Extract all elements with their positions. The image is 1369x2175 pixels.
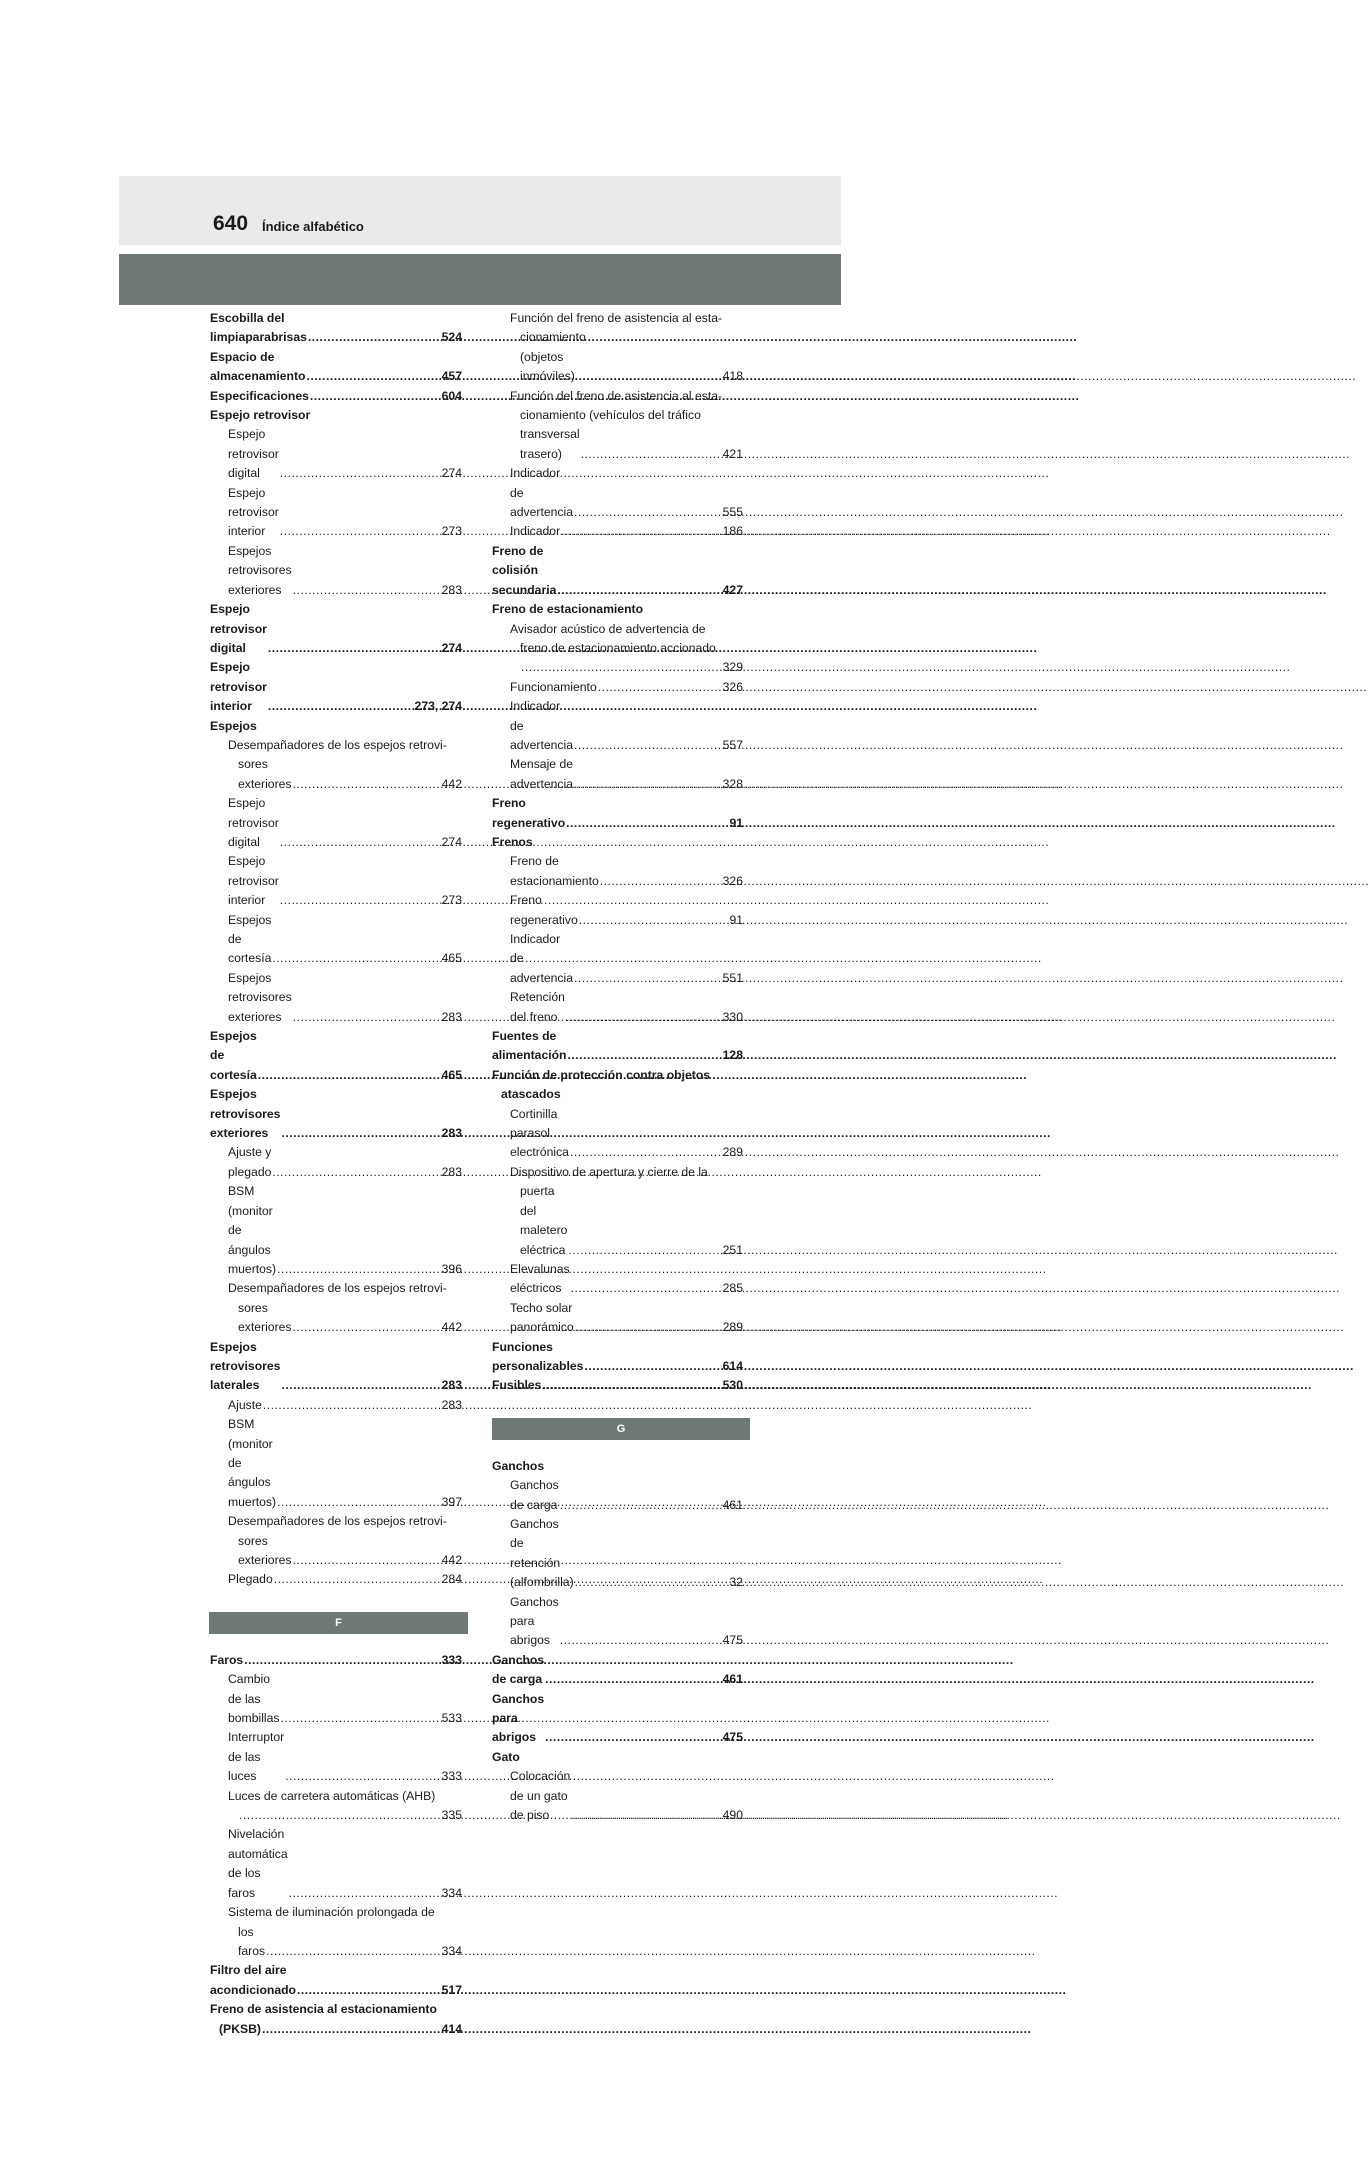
index-entry-page: 442	[441, 776, 462, 791]
dot-leader	[285, 1767, 440, 1786]
index-heading: Función del freno de asistencia al esta-	[510, 311, 723, 325]
index-entry	[492, 522, 743, 541]
index-entry	[210, 1143, 462, 1182]
dot-leader	[262, 2020, 441, 2039]
index-entry-page: 517	[441, 1982, 462, 1997]
index-entry-page: 274	[441, 834, 462, 849]
index-entry	[492, 988, 743, 1027]
index-entry-term: Espejos de cortesía	[228, 912, 272, 966]
index-entry	[210, 1415, 462, 1512]
index-entry	[210, 425, 462, 483]
index-entry-term: Cortinilla parasol electrónica	[510, 1106, 569, 1160]
dot-leader	[274, 1570, 441, 1589]
dot-leader	[570, 1143, 722, 1162]
index-entry-term: Funciones personalizables	[492, 1339, 584, 1373]
index-heading: Función de protección contra objetos	[492, 1067, 711, 1082]
index-entry-term: sores exteriores	[238, 1533, 292, 1567]
index-entry-page: 326	[722, 873, 743, 888]
index-heading: cionamiento (vehículos del tráfico	[520, 408, 701, 423]
index-entry-term: Freno regenerativo	[510, 893, 578, 927]
dot-leader	[574, 969, 722, 988]
index-entry	[210, 794, 462, 852]
index-heading: atascados	[501, 1087, 561, 1102]
index-entry-page: 524	[441, 330, 462, 345]
index-entry-page: 421	[722, 446, 743, 461]
index-entry-term: Fusibles	[492, 1378, 542, 1393]
index-entry-page: 604	[441, 388, 462, 403]
dot-leader	[281, 1376, 440, 1395]
dot-leader	[521, 658, 722, 677]
index-entry	[210, 911, 462, 969]
dot-leader	[574, 775, 722, 794]
index-entry-page: 333	[441, 1652, 462, 1667]
index-entry	[210, 1338, 462, 1396]
index-entry	[492, 1260, 743, 1299]
index-entry	[210, 1299, 462, 1338]
index-heading: Desempañadores de los espejos retrovi-	[228, 737, 447, 752]
index-entry	[210, 1532, 462, 1571]
index-entry-page: 283	[441, 1164, 462, 1179]
index-entry-page: 91	[729, 815, 743, 830]
dot-leader	[566, 814, 728, 833]
index-entry-term: Cambio de las bombillas	[228, 1672, 280, 1726]
page-title: Índice alfabético	[262, 219, 364, 234]
dot-leader	[268, 639, 441, 658]
index-entry	[210, 387, 462, 406]
index-heading: Dispositivo de apertura y cierre de la	[510, 1164, 708, 1179]
dot-leader	[293, 1008, 441, 1027]
dot-leader	[280, 522, 441, 541]
index-entry-page: 530	[722, 1378, 743, 1393]
index-entry-term: Espejo retrovisor digital	[210, 602, 267, 655]
index-entry-term: BSM (monitor de ángulos muertos)	[228, 1417, 277, 1509]
index-entry-term: Mensaje de advertencia	[510, 757, 574, 791]
dot-leader	[277, 1260, 441, 1279]
index-entry-page: 442	[441, 1553, 462, 1567]
index-entry-term: Freno de colisión secundaria	[492, 543, 557, 597]
index-heading: Sistema de iluminación prolongada de	[228, 1905, 435, 1920]
index-entry-page: 457	[441, 369, 462, 384]
dot-leader	[584, 1357, 721, 1376]
index-entry-page: 328	[722, 776, 743, 791]
index-entry-term: Espejo retrovisor interior	[228, 854, 279, 908]
index-entry-page: 330	[722, 1009, 743, 1024]
dot-leader	[566, 1008, 722, 1027]
index-entry	[492, 1593, 743, 1651]
dot-leader	[280, 833, 441, 852]
page-number: 640	[213, 212, 249, 235]
index-entry-term: Espejo retrovisor interior	[228, 485, 279, 539]
dot-leader	[600, 872, 722, 891]
index-entry-page: 396	[441, 1261, 462, 1276]
index-entry-page: 557	[722, 737, 743, 752]
index-entry	[210, 1670, 462, 1728]
index-entry	[210, 1651, 462, 1670]
index-entry	[492, 1027, 743, 1066]
index-entry-page: 551	[722, 970, 743, 985]
index-entry-page: 284	[441, 1572, 462, 1587]
index-entry	[492, 328, 743, 386]
index-entry-term: Especificaciones	[210, 388, 309, 403]
index-entry-page: 397	[441, 1494, 462, 1509]
index-entry	[492, 542, 743, 600]
index-entry-term: Ajuste y plegado	[228, 1145, 272, 1179]
index-entry-page: 32	[729, 1575, 743, 1590]
index-group-g	[492, 1457, 743, 1826]
index-entry-term: Indicador	[510, 524, 561, 539]
index-entry	[210, 348, 462, 387]
index-entry-term: Espacio de almacenamiento	[210, 349, 306, 384]
index-entry-page: 285	[722, 1281, 743, 1296]
index-entry	[210, 1182, 462, 1279]
index-entry	[492, 1515, 743, 1593]
index-entry-page: 289	[722, 1320, 743, 1335]
dot-leader	[571, 1279, 722, 1298]
dot-leader	[545, 1670, 722, 1689]
index-entry-term: Espejos retrovisores exteriores	[228, 970, 292, 1024]
index-entry	[492, 697, 743, 755]
index-heading: Frenos	[492, 834, 533, 849]
index-heading: Espejos	[210, 718, 257, 733]
dot-leader	[561, 522, 722, 541]
index-entry-term: Freno regenerativo	[492, 796, 566, 830]
dot-leader	[560, 1631, 722, 1650]
index-column-right	[492, 309, 743, 1825]
index-entry-page: 533	[441, 1711, 462, 1726]
index-entry-page: 614	[722, 1358, 743, 1373]
dot-leader	[557, 581, 721, 600]
index-group-e	[210, 309, 462, 1590]
dot-leader	[263, 1396, 441, 1415]
dot-leader	[297, 1981, 441, 2000]
index-entry-term: cionamiento (objetos inmóviles)	[520, 330, 586, 384]
index-entry-term: Elevalunas eléctricos	[510, 1261, 570, 1296]
index-entry-term: Espejo retrovisor digital	[228, 427, 279, 481]
index-entry-term: Plegado	[228, 1572, 273, 1587]
dot-leader	[598, 678, 722, 697]
index-entry-page: 490	[722, 1808, 743, 1823]
index-entry-term: los faros	[238, 1924, 266, 1958]
dot-leader	[293, 775, 441, 794]
index-entry	[492, 1338, 743, 1377]
index-entry-page: 329	[722, 660, 743, 675]
index-entry-page: 283	[441, 1397, 462, 1412]
dot-leader	[545, 1728, 722, 1747]
dot-leader	[289, 1884, 441, 1903]
index-heading: Función del freno de asistencia al esta-	[510, 388, 723, 403]
dot-leader	[280, 891, 441, 910]
dot-leader	[277, 1493, 441, 1512]
section-header-g: G	[492, 1418, 750, 1440]
index-heading: Espejo retrovisor	[210, 408, 311, 423]
index-heading: Desempañadores de los espejos retrovi-	[228, 1514, 447, 1529]
index-entry-page: 334	[441, 1943, 462, 1958]
index-entry-term: Interruptor de las luces	[228, 1730, 285, 1784]
index-entry-page: 289	[722, 1145, 743, 1160]
index-entry-page: 186	[722, 524, 743, 539]
index-entry	[210, 600, 462, 658]
dot-leader	[568, 1241, 721, 1260]
index-entry-page: 91	[729, 912, 743, 927]
index-entry	[492, 464, 743, 522]
index-entry-page: 128	[722, 1048, 743, 1063]
index-entry-term: sores exteriores	[238, 1300, 292, 1335]
index-entry-page: 334	[441, 1885, 462, 1900]
index-entry-page: 465	[441, 951, 462, 966]
index-entry-term: Espejo retrovisor interior	[210, 660, 267, 714]
dot-leader	[542, 1376, 721, 1395]
index-entry-page: 283	[441, 1378, 462, 1393]
index-entry	[210, 2020, 462, 2039]
index-entry	[492, 1690, 743, 1748]
index-heading: Ganchos	[492, 1458, 545, 1473]
index-entry	[210, 852, 462, 910]
index-entry-page: 418	[722, 369, 743, 384]
index-entry-term: Espejos retrovisores exteriores	[210, 1087, 281, 1141]
dot-leader	[571, 1806, 721, 1825]
index-entry-term: Retención del freno	[510, 990, 565, 1024]
dot-leader	[268, 697, 414, 716]
index-entry-term: Ganchos de carga	[510, 1478, 559, 1512]
index-entry	[210, 484, 462, 542]
index-entry	[492, 1105, 743, 1163]
index-entry-term: Espejo retrovisor digital	[228, 796, 279, 849]
index-entry	[210, 1825, 462, 1903]
index-entry-page: 333	[441, 1769, 462, 1784]
index-entry	[492, 678, 743, 697]
index-entry	[492, 1767, 743, 1825]
index-entry-term: Espejos de cortesía	[210, 1029, 257, 1082]
index-entry-page: 461	[722, 1497, 743, 1512]
index-group-f-cont	[492, 309, 743, 1396]
index-entry	[492, 425, 743, 464]
index-entry	[492, 1376, 743, 1395]
index-entry-page: 465	[441, 1067, 462, 1082]
dot-leader	[575, 1573, 729, 1592]
dot-leader	[244, 1651, 440, 1670]
section-header-f: F	[209, 1612, 468, 1634]
index-entry-page: 273, 274	[414, 699, 462, 714]
index-entry	[210, 1806, 462, 1825]
index-heading: Desempañadores de los espejos retrovi-	[228, 1281, 447, 1296]
index-entry	[210, 658, 462, 716]
index-entry	[492, 755, 743, 794]
index-entry-page: 414	[441, 2021, 462, 2036]
dot-leader	[587, 367, 722, 386]
index-entry-term: Ganchos para abrigos	[492, 1691, 545, 1745]
index-heading: Gato	[492, 1749, 520, 1764]
index-entry	[492, 891, 743, 930]
index-heading: Freno de estacionamiento	[492, 602, 644, 617]
index-entry-term: transversal trasero)	[520, 427, 580, 461]
index-entry	[210, 1396, 462, 1415]
dot-leader	[293, 1551, 441, 1570]
index-entry	[210, 1961, 462, 2000]
dot-leader	[239, 1806, 441, 1825]
index-entry-page: 274	[441, 640, 462, 655]
index-entry-term: Techo solar panorámico	[510, 1300, 574, 1335]
dot-leader	[280, 464, 441, 483]
index-entry-page: 475	[722, 1633, 743, 1648]
index-entry-term: Nivelación automática de los faros	[228, 1827, 288, 1900]
index-entry-term: BSM (monitor de ángulos muertos)	[228, 1184, 277, 1276]
index-entry-term: Funcionamiento	[510, 679, 597, 694]
index-heading: freno de estacionamiento accionado	[520, 640, 716, 655]
index-entry-term: Indicador de advertencia	[510, 932, 574, 985]
index-entry-term: Ganchos de carga	[492, 1652, 545, 1687]
index-entry	[210, 969, 462, 1027]
index-entry	[492, 1651, 743, 1690]
index-entry-page: 283	[441, 582, 462, 597]
index-entry-term: Escobilla del limpiaparabrisas	[210, 311, 307, 345]
dot-leader	[560, 1496, 722, 1515]
dot-leader	[581, 445, 722, 464]
dot-leader	[307, 367, 441, 386]
dot-leader	[266, 1942, 441, 1961]
dot-leader	[281, 1124, 440, 1143]
index-entry-term: Colocación de un gato de piso	[510, 1769, 571, 1823]
dot-leader	[272, 949, 440, 968]
index-entry	[210, 1027, 462, 1085]
index-entry-term: Indicador de advertencia	[510, 699, 574, 752]
index-entry-term: Fuentes de alimentación	[492, 1029, 567, 1063]
index-entry	[210, 1085, 462, 1143]
index-entry-page: 273	[441, 893, 462, 908]
index-entry-page: 326	[722, 679, 743, 694]
index-heading: Luces de carretera automáticas (AHB)	[228, 1788, 436, 1803]
index-entry-page: 283	[441, 1009, 462, 1024]
index-entry-term: Espejos retrovisores exteriores	[228, 543, 292, 597]
index-heading: Freno de asistencia al estacionamiento	[210, 2002, 437, 2017]
dot-leader	[574, 736, 722, 755]
dot-leader	[308, 328, 441, 347]
index-entry-term: Faros	[210, 1652, 244, 1667]
dot-leader	[310, 387, 441, 406]
index-entry-term: (PKSB)	[219, 2021, 261, 2036]
index-entry-term: Ganchos para abrigos	[510, 1594, 559, 1648]
index-entry-term: Ganchos de retención (alfombrilla)	[510, 1516, 574, 1590]
index-entry	[210, 755, 462, 794]
index-entry	[210, 542, 462, 600]
index-entry-term: Espejos retrovisores laterales	[210, 1339, 281, 1393]
dot-leader	[293, 1318, 441, 1337]
index-entry	[492, 658, 743, 677]
index-group-f	[210, 1651, 462, 2039]
index-entry	[492, 1476, 743, 1515]
index-entry	[492, 930, 743, 988]
index-entry-page: 555	[722, 505, 743, 520]
index-entry-term: Ajuste	[228, 1397, 262, 1412]
index-entry-page: 442	[441, 1320, 462, 1335]
index-entry-page: 274	[441, 466, 462, 481]
dot-leader	[280, 1709, 440, 1728]
index-entry-term: Filtro del aire acondicionado	[210, 1963, 296, 1997]
index-column-left	[210, 309, 462, 2039]
dot-leader	[575, 1318, 722, 1337]
dot-leader	[579, 911, 729, 930]
index-heading: Avisador acústico de advertencia de	[510, 621, 706, 636]
index-entry	[210, 309, 462, 348]
dot-leader	[293, 581, 441, 600]
index-entry-term: puerta del maletero eléctrica	[520, 1184, 568, 1257]
dot-leader	[574, 503, 722, 522]
index-entry	[210, 1570, 462, 1589]
index-entry	[492, 794, 743, 833]
dot-leader	[272, 1163, 440, 1182]
index-entry	[210, 1728, 462, 1786]
dot-leader	[568, 1046, 722, 1065]
index-entry-page: 273	[441, 524, 462, 539]
index-entry	[210, 1923, 462, 1962]
index-entry	[492, 852, 743, 891]
dot-leader	[258, 1066, 441, 1085]
header-band	[119, 254, 841, 305]
index-entry-page: 335	[441, 1808, 462, 1823]
index-entry-term: sores exteriores	[238, 757, 292, 791]
index-entry-page: 283	[441, 1126, 462, 1141]
index-entry	[492, 1299, 743, 1338]
index-entry	[492, 1182, 743, 1260]
index-entry-term: Freno de estacionamiento	[510, 854, 599, 888]
index-entry-term: Indicador de advertencia	[510, 466, 574, 520]
index-entry-page: 475	[722, 1730, 743, 1745]
index-entry-page: 251	[722, 1242, 743, 1257]
index-entry-page: 461	[722, 1672, 743, 1687]
index-entry-page: 427	[722, 582, 743, 597]
